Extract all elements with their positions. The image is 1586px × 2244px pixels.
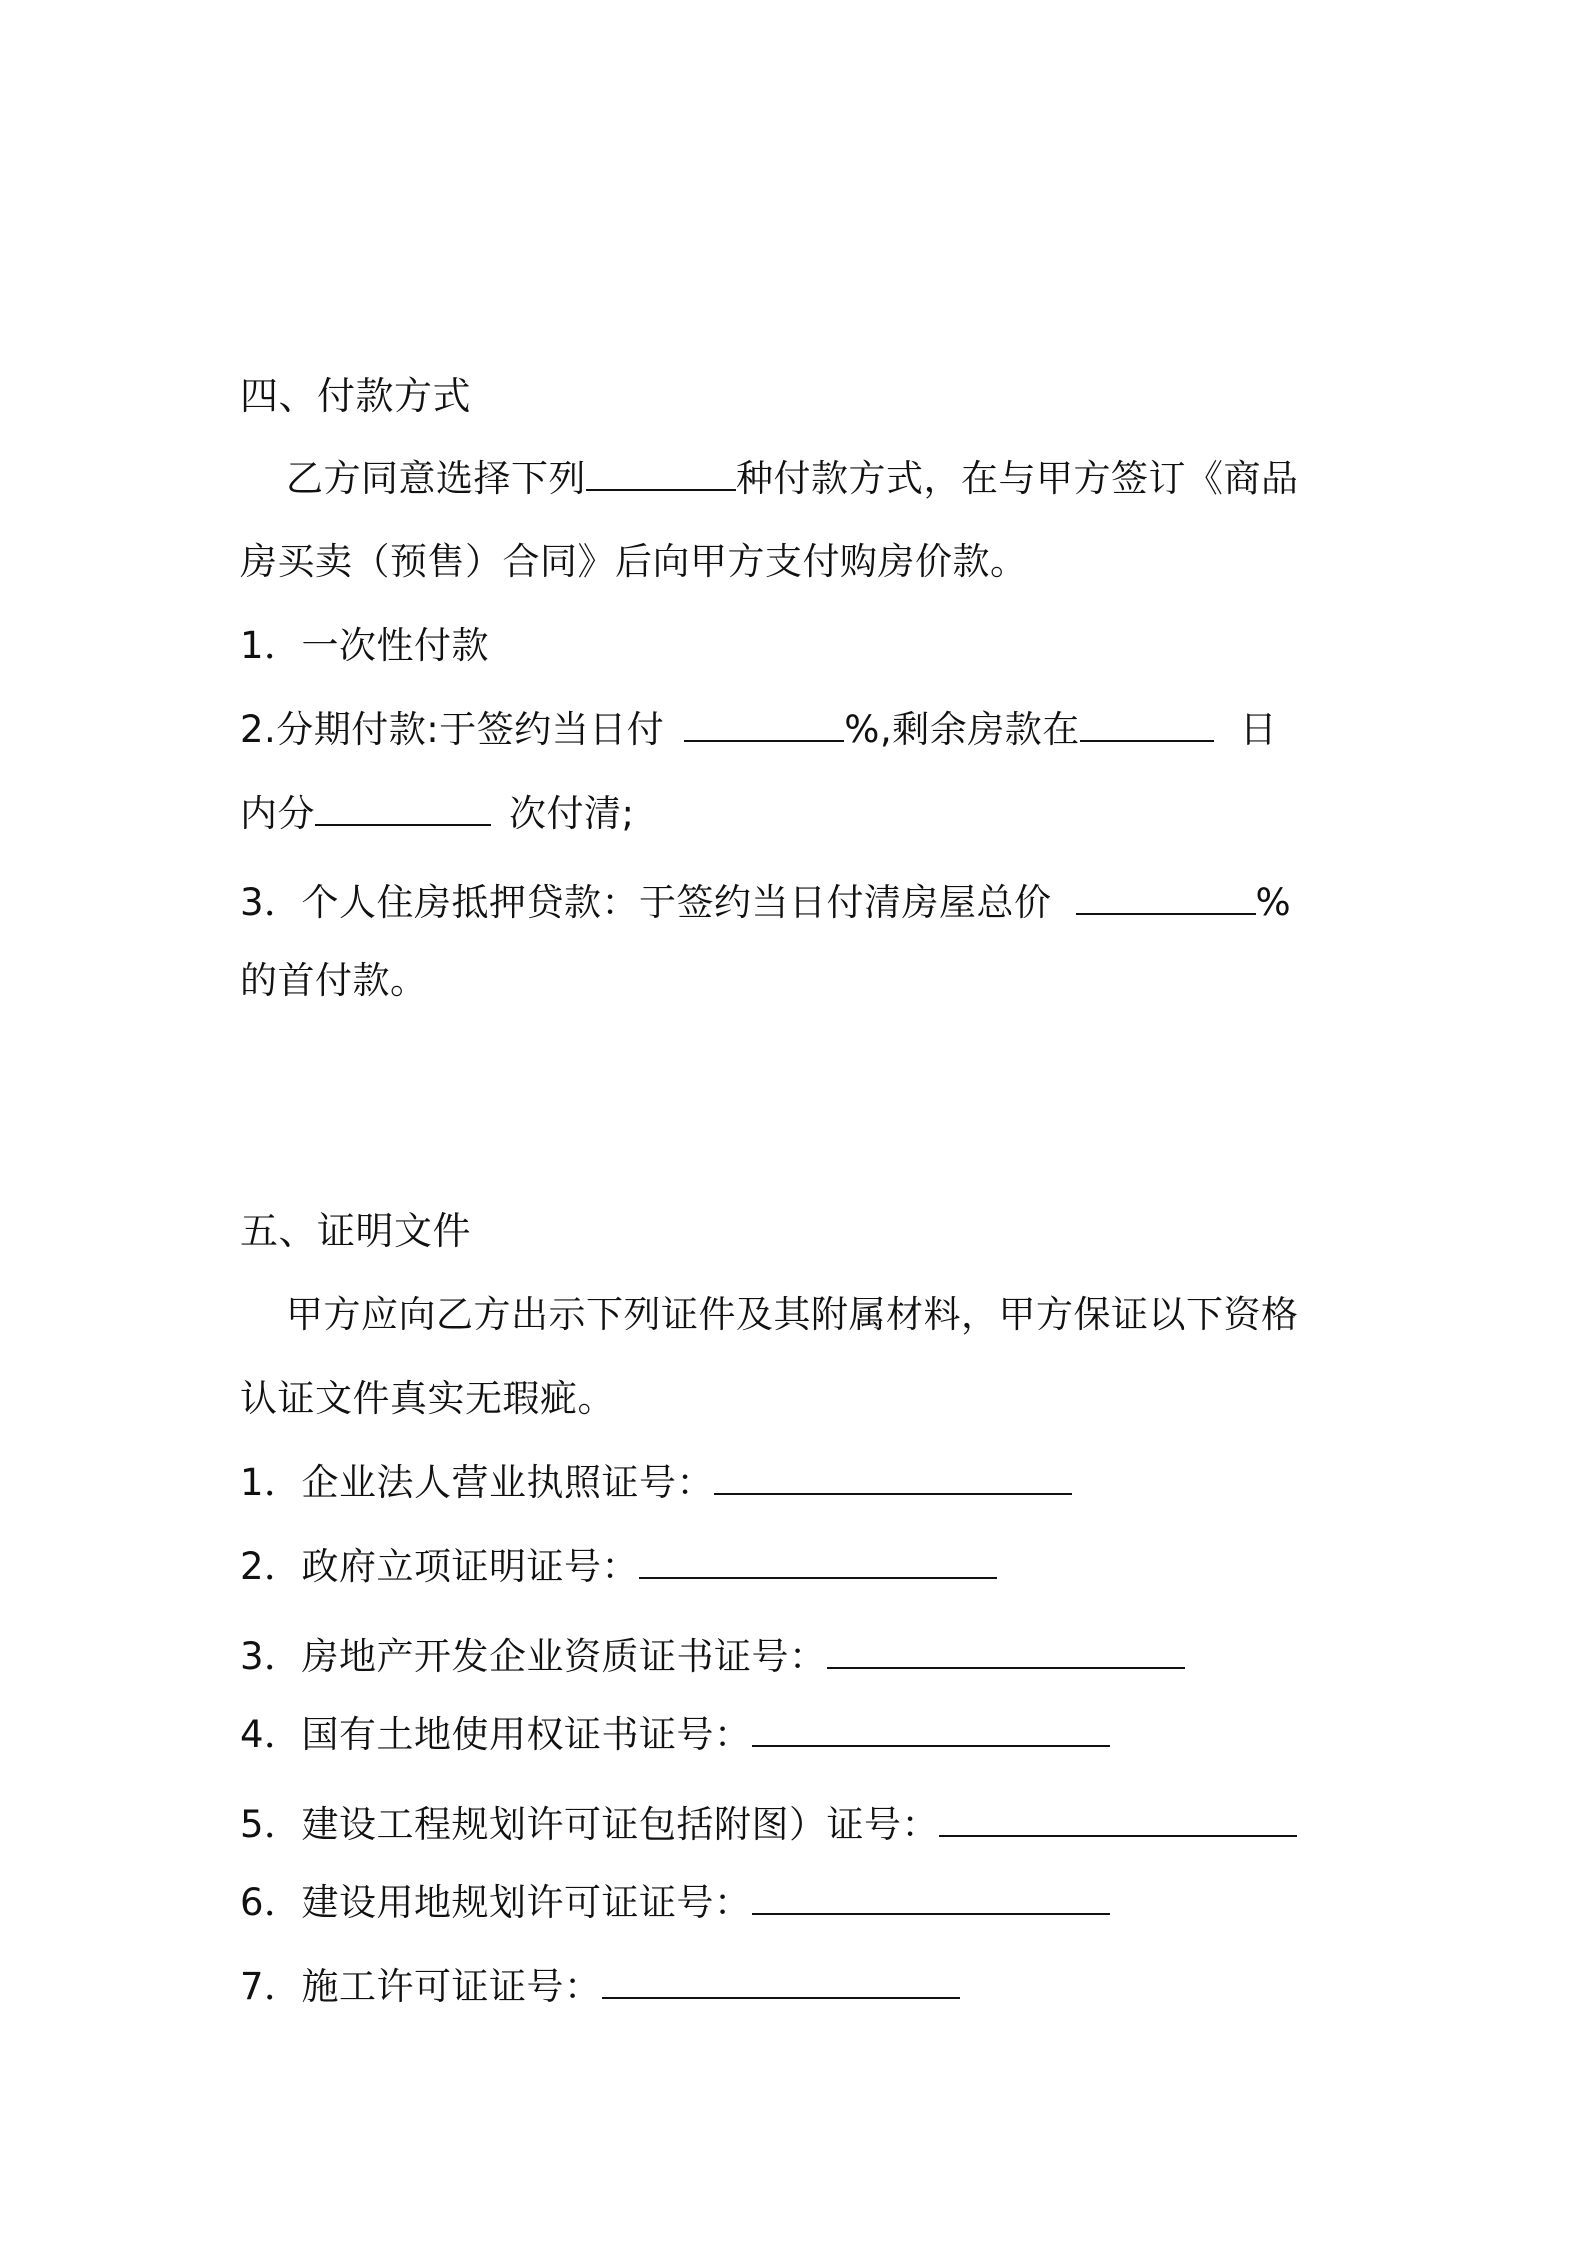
installment-count-blank[interactable] bbox=[315, 792, 491, 826]
payment-item-3-line-2 bbox=[240, 957, 428, 1005]
document-item-4 bbox=[240, 1711, 1110, 1759]
document-item-7 bbox=[240, 1963, 960, 2011]
documents-intro-line-1 bbox=[286, 1291, 1299, 1339]
document-item-2 bbox=[240, 1543, 997, 1591]
text-segment: 内分 bbox=[240, 792, 315, 835]
text-segment: 次付清; bbox=[509, 792, 635, 835]
text-segment: %,剩余房款在 bbox=[844, 708, 1080, 751]
land-planning-permit-number-blank[interactable] bbox=[752, 1881, 1110, 1915]
payment-item-3-line-1 bbox=[240, 879, 1291, 927]
land-use-right-number-blank[interactable] bbox=[752, 1713, 1110, 1747]
document-item-6 bbox=[240, 1879, 1110, 1927]
remaining-days-blank[interactable] bbox=[1080, 708, 1214, 742]
down-payment-percent-blank[interactable] bbox=[684, 708, 844, 742]
text-segment: % bbox=[1255, 881, 1292, 924]
payment-item-2-line-2 bbox=[240, 790, 634, 838]
document-item-label: 1．企业法人营业执照证号： bbox=[240, 1461, 715, 1504]
text-segment: 2.分期付款:于签约当日付 bbox=[240, 708, 665, 751]
text-segment: 3．个人住房抵押贷款：于签约当日付清房屋总价 bbox=[240, 881, 1052, 924]
section-heading-payment bbox=[240, 372, 471, 420]
payment-method-blank[interactable] bbox=[586, 457, 736, 491]
construction-planning-permit-number-blank[interactable] bbox=[939, 1803, 1297, 1837]
payment-item-1 bbox=[240, 622, 489, 670]
document-item-5 bbox=[240, 1801, 1297, 1849]
text-segment: 房买卖（预售）合同》后向甲方支付购房价款。 bbox=[240, 540, 1028, 583]
text-segment: 日 bbox=[1239, 708, 1278, 751]
document-item-label: 2．政府立项证明证号： bbox=[240, 1545, 640, 1588]
documents-intro-line-2 bbox=[240, 1375, 615, 1423]
construction-permit-number-blank[interactable] bbox=[602, 1965, 960, 1999]
text-segment: 认证文件真实无瑕疵。 bbox=[240, 1377, 615, 1420]
developer-qualification-number-blank[interactable] bbox=[827, 1635, 1185, 1669]
text-segment: 种付款方式，在与甲方签订《商品 bbox=[736, 457, 1299, 500]
text-segment: 的首付款。 bbox=[240, 959, 428, 1002]
payment-item-2-line-1 bbox=[240, 706, 1277, 754]
payment-intro-line-2 bbox=[240, 538, 1028, 586]
document-item-label: 7．施工许可证证号： bbox=[240, 1965, 602, 2008]
section-heading-text: 五、证明文件 bbox=[240, 1209, 472, 1253]
project-approval-number-blank[interactable] bbox=[639, 1545, 997, 1579]
payment-intro-line-1 bbox=[286, 455, 1299, 503]
document-item-1 bbox=[240, 1459, 1072, 1507]
section-heading-text: 四、付款方式 bbox=[240, 374, 472, 418]
mortgage-down-payment-blank[interactable] bbox=[1076, 881, 1256, 915]
document-item-label: 4．国有土地使用权证书证号： bbox=[240, 1713, 752, 1756]
business-license-number-blank[interactable] bbox=[714, 1461, 1072, 1495]
text-segment: 1．一次性付款 bbox=[240, 624, 490, 667]
section-heading-documents bbox=[240, 1207, 471, 1255]
document-item-label: 3．房地产开发企业资质证书证号： bbox=[240, 1635, 827, 1678]
document-item-label: 5．建设工程规划许可证包括附图）证号： bbox=[240, 1803, 940, 1846]
document-item-label: 6．建设用地规划许可证证号： bbox=[240, 1881, 752, 1924]
document-item-3 bbox=[240, 1633, 1185, 1681]
text-segment: 乙方同意选择下列 bbox=[286, 457, 586, 500]
text-segment: 甲方应向乙方出示下列证件及其附属材料，甲方保证以下资格 bbox=[286, 1293, 1299, 1336]
